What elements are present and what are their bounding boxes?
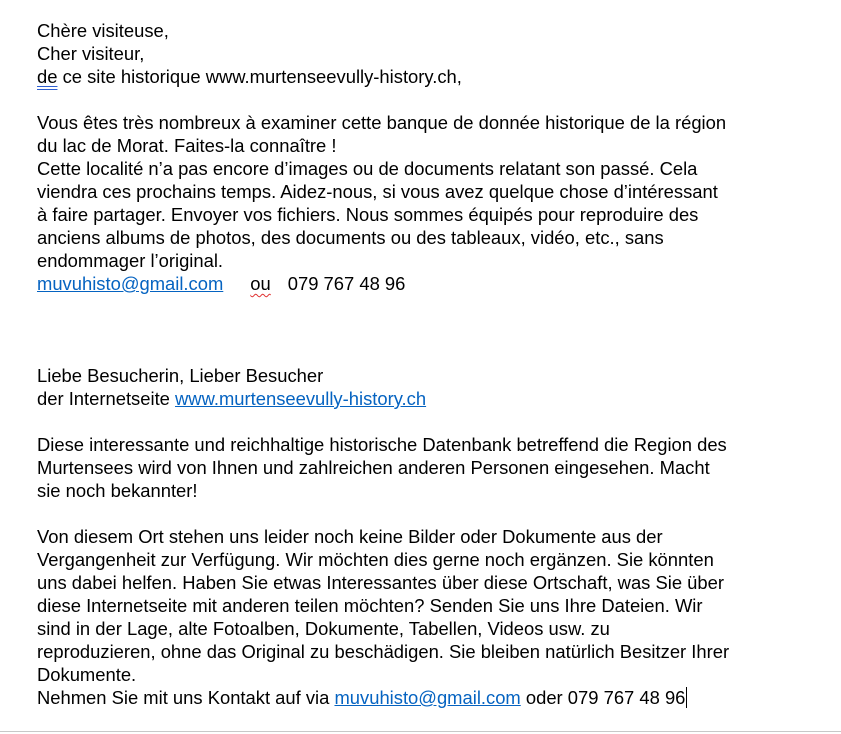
german-contact-prefix: Nehmen Sie mit uns Kontakt auf via xyxy=(37,687,335,708)
french-contact-line xyxy=(37,272,827,295)
french-paragraph-line-4: viendra ces prochains temps. Aidez-nous, si vous avez quelque chose d’intéressant xyxy=(37,181,718,202)
blank-line xyxy=(37,502,827,525)
french-paragraph-line-1: Vous êtes très nombreux à examiner cette banque de donnée historique de la région xyxy=(37,112,727,133)
blank-line xyxy=(37,88,827,111)
french-paragraph-line-7: endommager l’original. xyxy=(37,250,224,271)
german-greeting: Liebe Besucherin, Lieber Besucher xyxy=(37,365,324,386)
german-paragraph2-line-2: Vergangenheit zur Verfügung. Wir möchten dies gerne noch ergänzen. Sie könnten xyxy=(37,549,714,570)
french-paragraph-line-3: Cette localité n’a pas encore d’images ou de documents relatant son passé. Cela xyxy=(37,158,698,179)
blank-lines xyxy=(37,295,827,364)
german-contact-middle: oder xyxy=(520,687,568,708)
text-cursor xyxy=(686,687,687,708)
document-page xyxy=(37,19,827,709)
german-site-prefix: der Internetseite xyxy=(37,388,176,409)
german-paragraph2-line-7: Dokumente. xyxy=(37,664,137,685)
french-site-text: ce site historique www.murtenseevully-history.ch, xyxy=(57,66,462,87)
german-contact-line xyxy=(37,686,827,709)
german-paragraph2-line-4: diese Internetseite mit anderen teilen möchten? Senden Sie uns Ihre Dateien. Wir xyxy=(37,595,703,616)
german-paragraph1-line-3: sie noch bekannter! xyxy=(37,480,198,501)
french-email-link[interactable]: muvuhisto@gmail.com xyxy=(37,273,224,294)
french-paragraph-line-2: du lac de Morat. Faites-la connaître ! xyxy=(37,135,337,156)
french-paragraph-line-6: anciens albums de photos, des documents ou des tableaux, vidéo, etc., sans xyxy=(37,227,664,248)
spelling-flag-ou[interactable]: ou xyxy=(250,273,271,294)
german-site-link[interactable]: www.murtenseevully-history.ch xyxy=(175,388,427,409)
french-phone: 079 767 48 96 xyxy=(287,273,406,294)
blank-line xyxy=(37,410,827,433)
french-greeting-female: Chère visiteuse, xyxy=(37,20,169,41)
german-paragraph2-line-3: uns dabei helfen. Haben Sie etwas Interessantes über diese Ortschaft, was Sie über xyxy=(37,572,724,593)
french-greeting-male: Cher visiteur, xyxy=(37,43,145,64)
german-paragraph1-line-1: Diese interessante und reichhaltige historische Datenbank betreffend die Region des xyxy=(37,434,727,455)
page-bottom-divider xyxy=(0,731,841,732)
german-paragraph2-line-1: Von diesem Ort stehen uns leider noch keine Bilder oder Dokumente aus der xyxy=(37,526,663,547)
german-paragraph2-line-6: reproduzieren, ohne das Original zu beschädigen. Sie bleiben natürlich Besitzer Ihrer xyxy=(37,641,730,662)
french-site-line xyxy=(37,65,827,88)
german-email-link[interactable]: muvuhisto@gmail.com xyxy=(334,687,521,708)
german-paragraph1-line-2: Murtensees wird von Ihnen und zahlreichen anderen Personen eingesehen. Macht xyxy=(37,457,710,478)
grammar-flag-de[interactable]: de xyxy=(37,66,58,87)
french-paragraph-line-5: à faire partager. Envoyer vos fichiers. Nous sommes équipés pour reproduire des xyxy=(37,204,699,225)
german-site-line xyxy=(37,387,827,410)
german-phone: 079 767 48 96 xyxy=(567,687,686,708)
german-paragraph2-line-5: sind in der Lage, alte Fotoalben, Dokumente, Tabellen, Videos usw. zu xyxy=(37,618,610,639)
